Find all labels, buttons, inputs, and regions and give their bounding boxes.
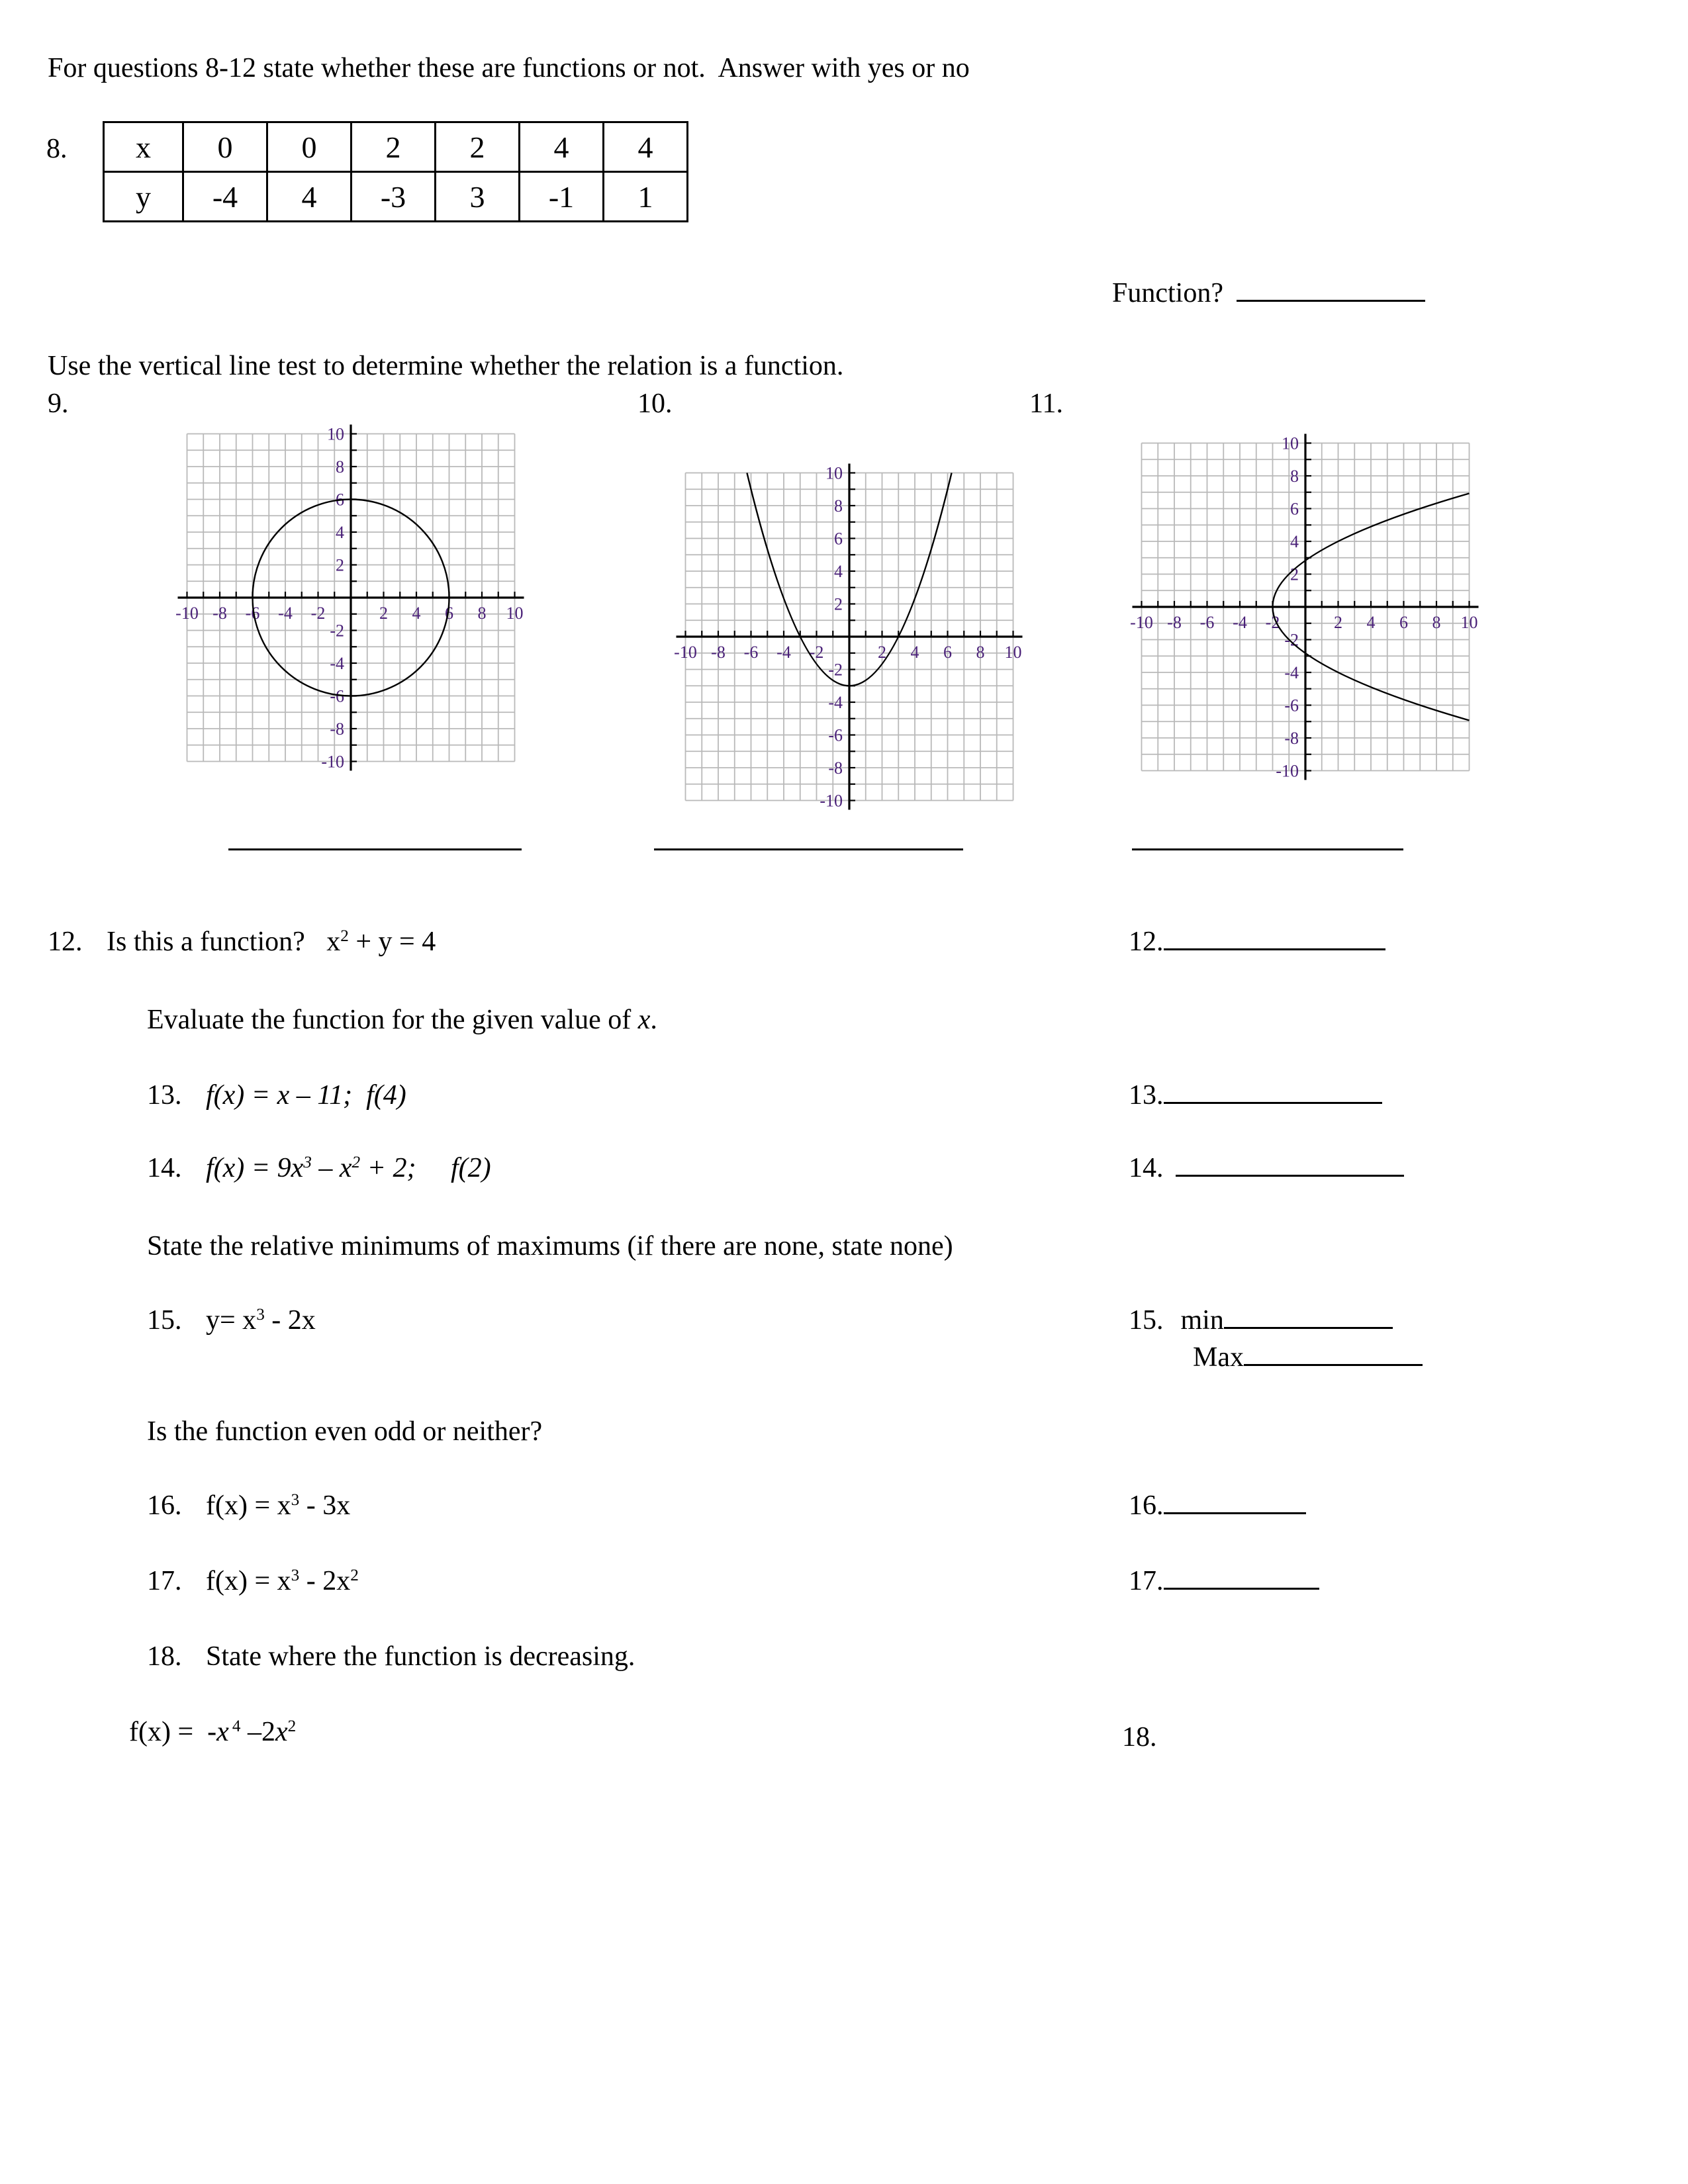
svg-text:8: 8 xyxy=(976,643,985,662)
q15-max-blank xyxy=(1244,1344,1423,1366)
svg-text:6: 6 xyxy=(1399,613,1408,632)
q8-table-cell: 0 xyxy=(183,122,267,172)
svg-text:8: 8 xyxy=(834,496,843,516)
q8-table-row xyxy=(104,122,688,172)
svg-text:6: 6 xyxy=(445,604,453,623)
svg-text:2: 2 xyxy=(1334,613,1342,632)
svg-text:4: 4 xyxy=(910,643,919,662)
q13-number: 13. xyxy=(147,1080,182,1111)
q15-formula: $y= x^3 - 2x$ xyxy=(206,1305,316,1336)
q18-row xyxy=(147,1640,635,1673)
svg-text:-4: -4 xyxy=(330,654,344,673)
q8-table-cell: 0 xyxy=(267,122,352,172)
q15-max-row xyxy=(1193,1341,1423,1374)
q16-number: 16. xyxy=(147,1490,182,1521)
q17-row xyxy=(147,1565,359,1598)
q17-answer-blank xyxy=(1164,1568,1319,1590)
q12-answer-number: 12. xyxy=(1129,927,1164,957)
q13-formula: f(x) = x – 11; f(4) xyxy=(206,1080,406,1111)
q8-table-cell: x xyxy=(104,122,183,172)
q15-max-label: Max xyxy=(1193,1342,1244,1373)
q10-answer-line xyxy=(654,848,963,850)
q18-prompt: State where the function is decreasing. xyxy=(206,1641,635,1672)
q16-answer-row xyxy=(1129,1489,1306,1522)
svg-text:-6: -6 xyxy=(743,643,759,662)
evaluate-instruction: Evaluate the function for the given value of x. xyxy=(147,1005,657,1035)
q8-table-cell: 2 xyxy=(352,122,436,172)
svg-text:2: 2 xyxy=(336,555,344,575)
svg-text:-8: -8 xyxy=(828,758,843,778)
intro-text: For questions 8-12 state whether these are functions or not. Answer with yes or no xyxy=(48,53,970,83)
q8-number: 8. xyxy=(46,134,68,164)
svg-text:10: 10 xyxy=(825,463,843,483)
q12-answer-blank xyxy=(1164,929,1385,950)
svg-text:8: 8 xyxy=(336,457,344,477)
q8-function-row xyxy=(1112,277,1425,310)
function-prompt: Function? xyxy=(1112,278,1223,308)
svg-text:-2: -2 xyxy=(828,660,843,680)
svg-text:-10: -10 xyxy=(1130,613,1153,632)
svg-text:10: 10 xyxy=(1460,613,1478,632)
vlt-instruction: Use the vertical line test to determine whether the relation is a function. xyxy=(48,351,844,381)
svg-text:-2: -2 xyxy=(310,604,326,623)
svg-text:-10: -10 xyxy=(1276,761,1299,781)
svg-text:-4: -4 xyxy=(1233,613,1247,632)
q8-table-cell: y xyxy=(104,172,183,222)
svg-text:4: 4 xyxy=(834,562,843,581)
q9-number: 9. xyxy=(48,388,69,419)
q11-answer-line xyxy=(1132,848,1403,850)
q8-table-cell: -4 xyxy=(183,172,267,222)
svg-text:10: 10 xyxy=(1282,433,1299,453)
svg-text:4: 4 xyxy=(1290,532,1299,551)
q18-number: 18. xyxy=(147,1641,182,1672)
q8-answer-blank xyxy=(1237,280,1425,302)
q17-answer-number: 17. xyxy=(1129,1566,1164,1596)
svg-text:-2: -2 xyxy=(809,643,824,662)
svg-text:4: 4 xyxy=(1366,613,1376,632)
q16-answer-blank xyxy=(1164,1492,1306,1514)
svg-text:8: 8 xyxy=(1290,467,1299,486)
svg-text:-4: -4 xyxy=(278,604,293,623)
q8-table-cell: 4 xyxy=(520,122,604,172)
q8-table-cell: 3 xyxy=(436,172,520,222)
svg-text:10: 10 xyxy=(327,424,344,444)
q8-table-cell: 4 xyxy=(604,122,688,172)
q8-table-cell: -1 xyxy=(520,172,604,222)
svg-text:-8: -8 xyxy=(1284,729,1299,748)
q14-answer-row xyxy=(1129,1152,1404,1185)
q12-number: 12. xyxy=(48,927,83,957)
svg-text:-6: -6 xyxy=(828,725,843,745)
svg-text:2: 2 xyxy=(834,594,843,614)
graph-11-sideways-parabola xyxy=(1105,417,1505,797)
q14-formula: $f(x) = 9x^3 - x^2 + 2$; f(2) xyxy=(206,1153,491,1183)
q13-answer-number: 13. xyxy=(1129,1080,1164,1111)
svg-text:2: 2 xyxy=(1290,565,1299,584)
svg-text:-10: -10 xyxy=(175,604,199,623)
q8-table-cell: -3 xyxy=(352,172,436,222)
q14-answer-blank xyxy=(1176,1155,1404,1177)
svg-text:8: 8 xyxy=(1432,613,1441,632)
q16-answer-number: 16. xyxy=(1129,1490,1164,1521)
q8-table-cell: 2 xyxy=(436,122,520,172)
q16-formula: $f(x) = x^3 - 3x$ xyxy=(206,1490,351,1521)
q8-table-cell: 1 xyxy=(604,172,688,222)
svg-text:-6: -6 xyxy=(1284,696,1299,715)
svg-text:-6: -6 xyxy=(1199,613,1215,632)
q15-answer-number: 15. xyxy=(1129,1305,1164,1336)
svg-text:-8: -8 xyxy=(1167,613,1182,632)
q17-formula: $f(x) = x^3 - 2x^2$ xyxy=(206,1566,359,1596)
evenodd-instruction: Is the function even odd or neither? xyxy=(147,1416,543,1447)
svg-text:-8: -8 xyxy=(330,719,344,739)
svg-text:-2: -2 xyxy=(1284,630,1299,650)
q13-row xyxy=(147,1079,406,1112)
svg-text:-2: -2 xyxy=(1265,613,1280,632)
q12-prompt: Is this a function? xyxy=(107,927,305,957)
svg-text:-10: -10 xyxy=(674,643,697,662)
svg-text:4: 4 xyxy=(336,523,344,542)
q16-row xyxy=(147,1489,350,1522)
q8-table-cell: 4 xyxy=(267,172,352,222)
q14-row xyxy=(147,1152,491,1185)
svg-text:-6: -6 xyxy=(245,604,260,623)
q15-number: 15. xyxy=(147,1305,182,1336)
q11-number: 11. xyxy=(1029,388,1063,419)
svg-text:-6: -6 xyxy=(330,686,344,706)
minmax-instruction: State the relative minimums of maximums (if there are none, state none) xyxy=(147,1231,953,1261)
svg-text:-4: -4 xyxy=(776,643,791,662)
q15-answer-row xyxy=(1129,1304,1393,1337)
q12-answer-row xyxy=(1129,925,1385,958)
q10-number: 10. xyxy=(637,388,673,419)
svg-text:-4: -4 xyxy=(828,693,843,712)
q12-formula: $x^2 + y = 4$ xyxy=(326,927,436,957)
q8-table xyxy=(103,121,688,222)
svg-text:6: 6 xyxy=(834,529,843,549)
graph-9-circle xyxy=(151,408,551,788)
svg-text:2: 2 xyxy=(878,643,886,662)
q12-row xyxy=(48,925,436,958)
q18-answer-number: 18. xyxy=(1122,1722,1157,1752)
q8-table-row xyxy=(104,172,688,222)
q13-answer-blank xyxy=(1164,1082,1382,1104)
svg-text:-8: -8 xyxy=(212,604,227,623)
q14-number: 14. xyxy=(147,1153,182,1183)
q15-min-blank xyxy=(1224,1307,1393,1329)
q9-answer-line xyxy=(228,848,522,850)
svg-text:-8: -8 xyxy=(711,643,726,662)
svg-text:-10: -10 xyxy=(820,791,843,811)
q15-row xyxy=(147,1304,316,1337)
q17-number: 17. xyxy=(147,1566,182,1596)
svg-text:10: 10 xyxy=(506,604,524,623)
q18-formula: f(x) = -x $^4$ $-2x^2$ xyxy=(129,1717,297,1747)
svg-text:6: 6 xyxy=(336,490,344,510)
svg-text:4: 4 xyxy=(412,604,421,623)
svg-text:6: 6 xyxy=(943,643,952,662)
q15-min-label: min xyxy=(1180,1305,1224,1336)
svg-text:8: 8 xyxy=(477,604,487,623)
svg-text:-10: -10 xyxy=(321,752,344,772)
q17-answer-row xyxy=(1129,1565,1319,1598)
svg-text:-4: -4 xyxy=(1284,663,1299,682)
q14-answer-number: 14. xyxy=(1129,1153,1164,1183)
q13-answer-row xyxy=(1129,1079,1382,1112)
svg-text:-2: -2 xyxy=(330,621,344,641)
svg-text:10: 10 xyxy=(1004,643,1022,662)
svg-text:2: 2 xyxy=(379,604,388,623)
svg-text:6: 6 xyxy=(1290,499,1299,519)
graph-10-parabola xyxy=(649,447,1049,827)
